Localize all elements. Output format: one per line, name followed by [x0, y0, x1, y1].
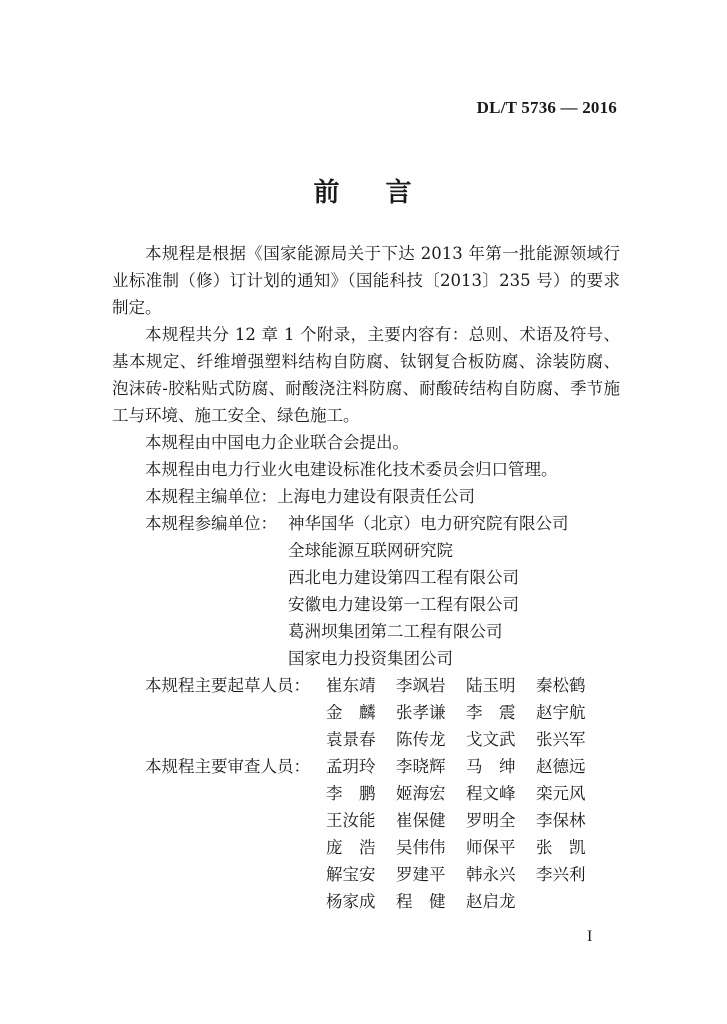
- reviewer-name: 师保平: [466, 838, 516, 857]
- drafters-row: [326, 672, 606, 699]
- reviewer-name: 庞浩: [326, 838, 392, 857]
- drafter-name: 袁景春: [326, 730, 376, 749]
- drafter-name: 李震: [466, 703, 532, 722]
- reviewer-name: 李鹏: [326, 784, 392, 803]
- reviewer-name: 李兴利: [536, 865, 586, 884]
- reviewer-name: 王汝能: [326, 811, 376, 830]
- reviewer-name: 张凯: [536, 838, 602, 857]
- reviewer-name: 解宝安: [326, 865, 376, 884]
- reviewer-name: 韩永兴: [466, 865, 516, 884]
- participating-unit: 神华国华（北京）电力研究院有限公司: [288, 514, 569, 533]
- participating-units-label: 本规程参编单位：: [145, 514, 277, 533]
- preface-body: [112, 240, 620, 915]
- reviewers-row: [326, 807, 606, 834]
- participating-unit: 国家电力投资集团公司: [288, 649, 453, 668]
- reviewer-name: 崔保健: [396, 811, 446, 830]
- reviewer-name: 李保林: [536, 811, 586, 830]
- reviewer-name: 赵启龙: [466, 892, 516, 911]
- standard-number: DL/T 5736 — 2016: [476, 98, 617, 117]
- drafter-name: 赵宇航: [536, 703, 586, 722]
- participating-unit: 葛洲坝集团第二工程有限公司: [288, 622, 503, 641]
- drafters-label: 本规程主要起草人员：: [145, 676, 310, 695]
- reviewers-row: [326, 834, 606, 861]
- drafter-name: 李飒岩: [396, 676, 446, 695]
- reviewer-name: 孟玥玲: [326, 757, 376, 776]
- drafters-row: [326, 726, 606, 753]
- reviewers-row: [326, 753, 606, 780]
- reviewer-name: 赵德远: [536, 757, 586, 776]
- reviewer-name: 程文峰: [466, 784, 516, 803]
- page-title: 前言: [313, 178, 458, 208]
- drafter-name: 陆玉明: [466, 676, 516, 695]
- participating-unit: 安徽电力建设第一工程有限公司: [288, 595, 519, 614]
- reviewers-row: [326, 861, 606, 888]
- drafter-name: 崔东靖: [326, 676, 376, 695]
- participating-unit: 西北电力建设第四工程有限公司: [288, 568, 519, 587]
- reviewer-name: 吴伟伟: [396, 838, 446, 857]
- reviewer-name: 栾元风: [536, 784, 586, 803]
- participating-unit: 全球能源互联网研究院: [288, 541, 453, 560]
- drafters-block: [112, 672, 620, 753]
- reviewers-block: [112, 753, 620, 915]
- drafter-name: 张孝谦: [396, 703, 446, 722]
- reviewers-row: [326, 888, 536, 915]
- reviewers-label: 本规程主要审查人员：: [145, 757, 310, 776]
- page-number: I: [587, 928, 593, 945]
- participating-units-block: [112, 510, 620, 672]
- drafter-name: 金麟: [326, 703, 392, 722]
- reviewer-name: 程健: [396, 892, 462, 911]
- reviewers-row: [326, 780, 606, 807]
- paragraph-chief-editor: 本规程主编单位：上海电力建设有限责任公司: [145, 487, 475, 506]
- drafter-name: 戈文武: [466, 730, 516, 749]
- paragraph-basis: 本规程是根据《国家能源局关于下达 2013 年第一批能源领域行业标准制（修）订计划的通知》（国能科技〔2013〕235 号）的要求制定。: [112, 244, 620, 317]
- paragraph-management: 本规程由电力行业火电建设标准化技术委员会归口管理。: [145, 460, 558, 479]
- paragraph-contents: 本规程共分 12 章 1 个附录，主要内容有：总则、术语及符号、基本规定、纤维增强塑料结构自防腐、钛钢复合板防腐、涂装防腐、泡沫砖-胶粘贴式防腐、耐酸浇注料防腐、耐酸砖结构自防腐、季节施工与环境、施工安全、绿色施工。: [112, 325, 620, 425]
- drafter-name: 秦松鹤: [536, 676, 586, 695]
- reviewer-name: 李晓辉: [396, 757, 446, 776]
- drafters-row: [326, 699, 606, 726]
- reviewer-name: 姬海宏: [396, 784, 446, 803]
- reviewer-name: 马绅: [466, 757, 532, 776]
- drafter-name: 张兴军: [536, 730, 586, 749]
- reviewer-name: 罗明全: [466, 811, 516, 830]
- drafter-name: 陈传龙: [396, 730, 446, 749]
- reviewer-name: 罗建平: [396, 865, 446, 884]
- paragraph-proposer: 本规程由中国电力企业联合会提出。: [145, 433, 409, 452]
- participating-units-list: [288, 510, 569, 672]
- reviewer-name: 杨家成: [326, 892, 376, 911]
